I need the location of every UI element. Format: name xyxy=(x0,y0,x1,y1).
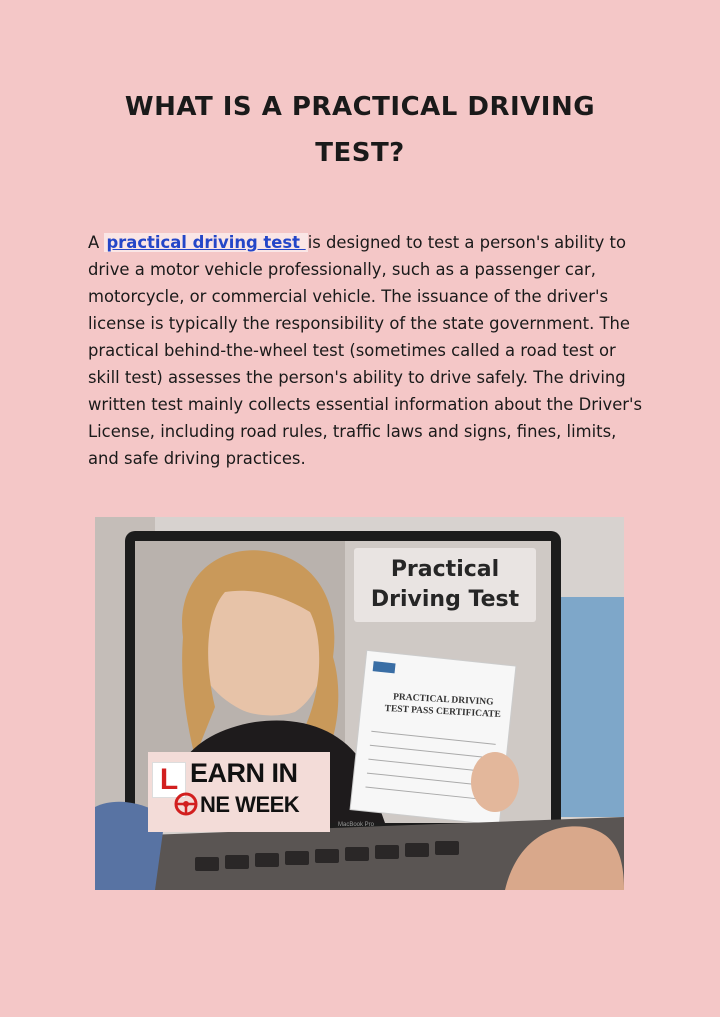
badge-line-1: EARN IN xyxy=(190,758,298,788)
overlay-title-line-1: Practical xyxy=(390,557,500,582)
badge-line-2: NE WEEK xyxy=(200,792,300,817)
l-plate-icon: L xyxy=(152,762,186,798)
certificate-line-1: PRACTICAL DRIVING xyxy=(392,692,494,708)
steering-wheel-icon xyxy=(174,792,198,816)
page-title xyxy=(60,84,660,176)
paragraph-body: is designed to test a person's ability to drive a motor vehicle professionally, such as a passenger car, motorcycle, or commercial vehicle. The issuance of the driver's license is typically the responsibility of the state government. The practical behind-the-wheel test (sometimes called a road test or skill test) assesses the person's ability to drive safely. The driving written test mainly collects essential information about the Driver's License, including road rules, traffic laws and signs, fines, limits, and safe driving practices. xyxy=(88,233,643,468)
overlay-title-line-2: Driving Test xyxy=(370,587,520,612)
intro-paragraph xyxy=(88,229,648,472)
learn-in-one-week-badge xyxy=(148,752,330,832)
title-line-1: WHAT IS A PRACTICAL DRIVING xyxy=(124,92,596,122)
practical-driving-test-link[interactable]: practical driving test xyxy=(106,233,306,252)
title-line-2: TEST? xyxy=(315,138,405,168)
overlay-title-card xyxy=(354,548,536,622)
laptop-brand-label: MacBook Pro xyxy=(338,822,375,828)
certificate-line-2: TEST PASS CERTIFICATE xyxy=(384,703,502,721)
paragraph-lead: A xyxy=(88,233,105,252)
